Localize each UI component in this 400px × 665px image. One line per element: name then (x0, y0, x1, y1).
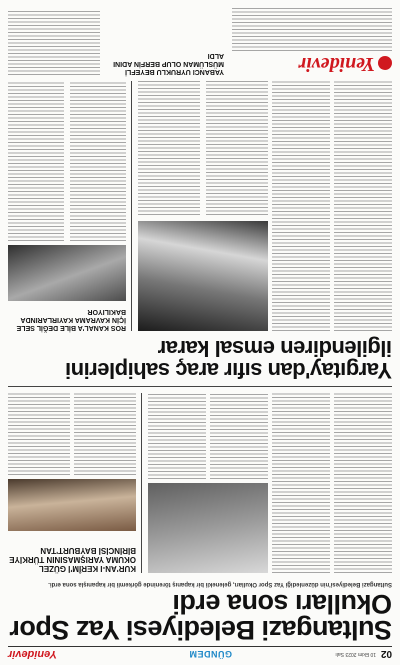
side-story-2-headline: YABANCI UYRUKLU BEYEFLİ MÜSLÜMAN OLUP BERFİN ADINI ALDI (113, 52, 224, 75)
car-photo (138, 221, 268, 331)
main-body-col-2 (272, 393, 330, 573)
masthead (232, 53, 392, 75)
main-photo (148, 483, 268, 573)
column-rule-2 (131, 81, 132, 331)
lower-body-col-4 (138, 81, 200, 215)
page-number: 02 (380, 648, 392, 659)
main-body-col-3 (210, 393, 268, 479)
right-story-body-b (8, 81, 64, 241)
masthead-logo-icon (378, 56, 392, 70)
main-subheadline: Sultangazi Belediyesi'nin düzenlediği Yaz Spor Okulları, gelenekli bir kapanış töreninde görkemli bir kapanışla sona erdi. (48, 581, 392, 587)
lower-headline: Yargıtay'dan sıfır araç sahiplerini ilgilendiren emsal karar (65, 336, 392, 383)
lower-body-col-3 (206, 81, 268, 215)
side-story-1-body-a (74, 393, 136, 475)
main-headline: Sultangazi Belediyesi Yaz Spor Okulları sona erdi (9, 589, 392, 645)
column-rule (141, 393, 142, 573)
main-body-col-4 (148, 393, 206, 479)
side-story-1-headline: KUR'AN-I KERÎM'İ GÜZEL OKUMA YARIŞMASININ TÜRKİYE BİRİNCİSİ BAYBURT'TAN (9, 546, 136, 573)
page-header (8, 646, 392, 659)
right-story-body-a (70, 81, 126, 241)
main-body-col-1 (334, 393, 392, 573)
section-rule (8, 386, 392, 387)
lower-body-col-2 (272, 81, 330, 331)
masthead-logo: Yenidevir (298, 53, 375, 75)
right-story-photo (8, 245, 126, 301)
section-label: GÜNDEM (189, 649, 232, 659)
right-story-headline: ROS KANAL'A BİLE DEĞİL SELE İÇİN KAVRAMA KAYIRLARINDA BAKILIYOR (16, 308, 126, 331)
side-story-2-body (8, 9, 100, 75)
lower-body-col-1 (334, 81, 392, 331)
side-story-1-photo (8, 479, 136, 531)
header-logo: Yenidevir (8, 648, 58, 660)
imprint-block (232, 7, 392, 51)
side-story-1-body-b (8, 393, 70, 475)
issue-date: 10 Ekim 2023 Salı (335, 651, 376, 657)
